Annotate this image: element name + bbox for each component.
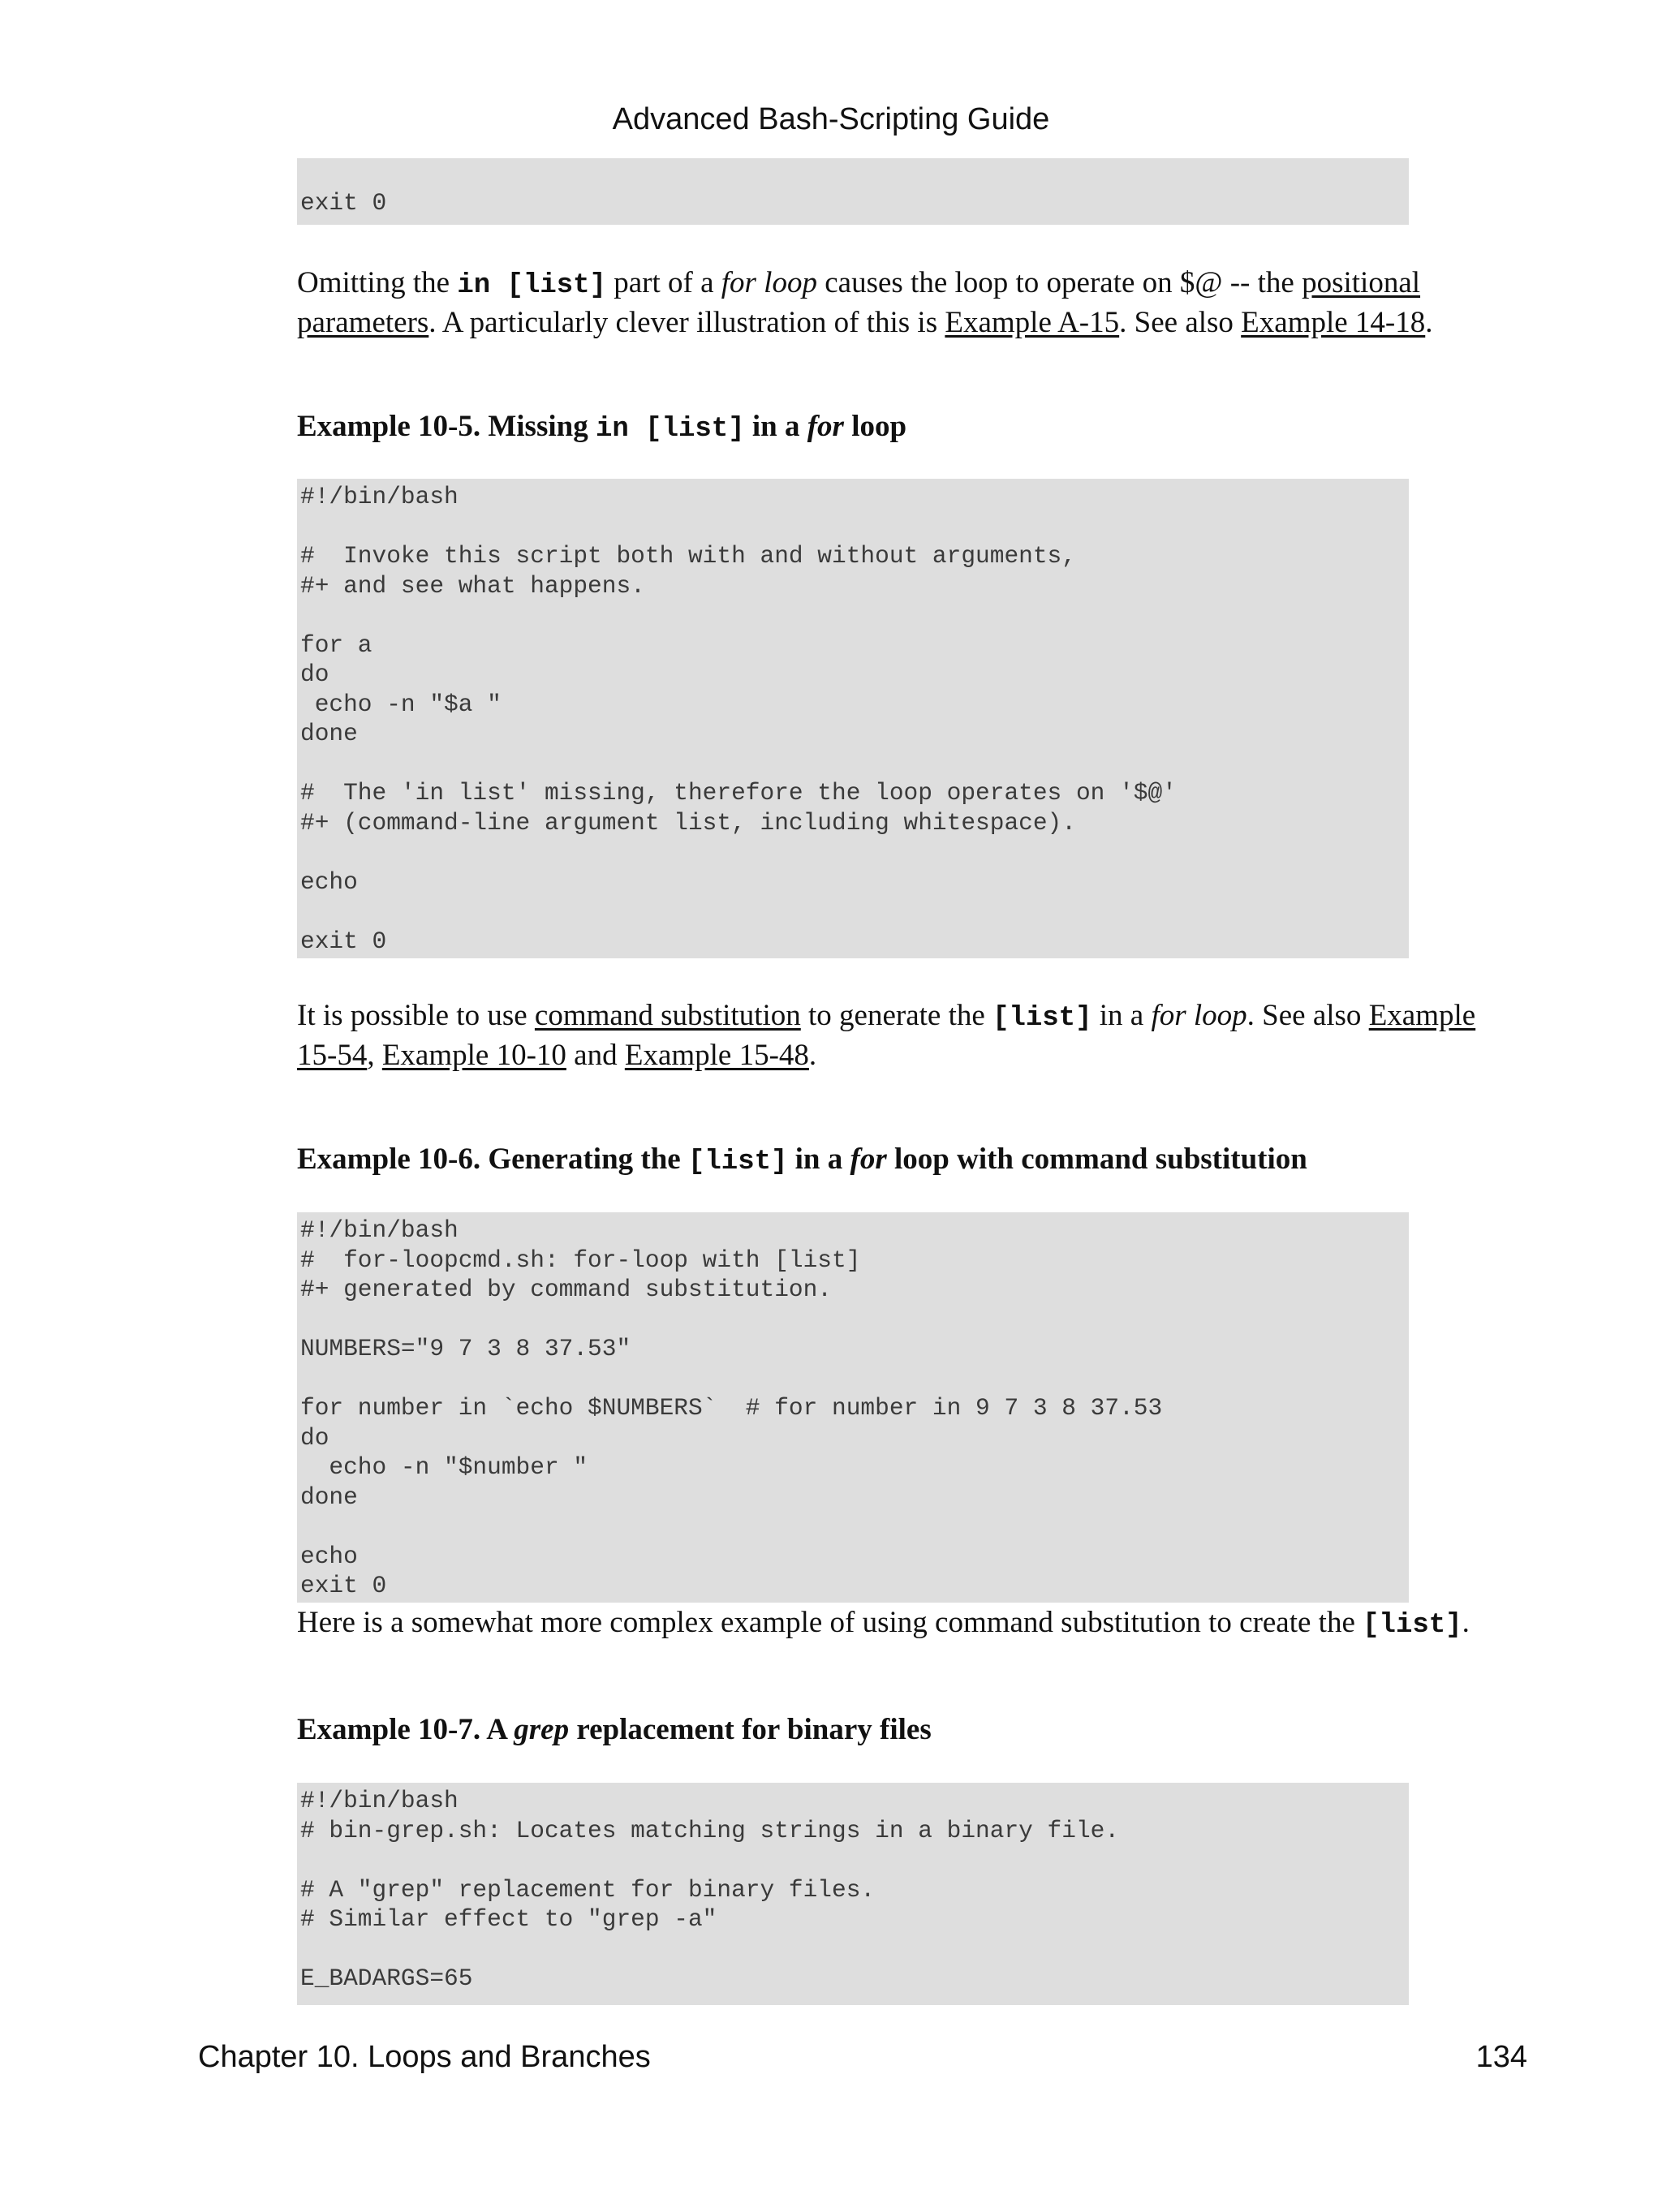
code-block-example-10-6: [297, 1212, 1409, 1603]
code-text: #!/bin/bash # Invoke this script both with and without arguments, #+ and see what happens. for a do echo -n "$a " done # The 'in list' missing, therefore the loop operates on '$@' #+ (command-line argument list, including whitespace). echo exit 0: [300, 483, 1177, 955]
text: in a: [787, 1143, 850, 1176]
link-example-14-18[interactable]: Example 14-18: [1241, 306, 1426, 339]
text: .: [1462, 1606, 1470, 1639]
text: Omitting the: [297, 266, 458, 299]
paragraph-complex-example: [297, 1604, 1514, 1644]
example-10-7-heading: [297, 1711, 1514, 1749]
code-block-example-10-7: [297, 1783, 1409, 2005]
text: replacement for binary files: [569, 1713, 932, 1746]
code-block-example-10-5: [297, 479, 1409, 958]
paragraph-omitting-list: [297, 265, 1514, 341]
paragraph-command-substitution: [297, 997, 1514, 1074]
code-block-exit: [297, 158, 1409, 225]
text: causes the loop to operate on $@ -- the: [816, 266, 1302, 299]
text: ,: [367, 1039, 382, 1072]
example-10-6-heading: [297, 1141, 1514, 1181]
link-example-10-10[interactable]: Example 10-10: [381, 1039, 566, 1072]
text: .: [808, 1039, 817, 1072]
inline-code: in [list]: [457, 270, 606, 301]
emphasis: for: [807, 410, 844, 443]
text: Here is a somewhat more complex example of using command substitution to create the: [297, 1606, 1363, 1639]
link-example-a-15[interactable]: Example A-15: [945, 306, 1120, 339]
emphasis: for: [850, 1143, 887, 1176]
text: to generate the: [800, 999, 993, 1032]
inline-code: [list]: [687, 1147, 788, 1177]
link-positional-parameters[interactable]: positional parameters: [297, 266, 1421, 339]
code-text: exit 0: [300, 188, 387, 217]
running-header: Advanced Bash-Scripting Guide: [612, 102, 1050, 136]
text: loop: [843, 410, 907, 443]
text: . See also: [1246, 999, 1369, 1032]
emphasis: for loop: [1151, 999, 1247, 1032]
text: in a: [744, 410, 807, 443]
text: . See also: [1119, 306, 1242, 339]
code-text: #!/bin/bash # for-loopcmd.sh: for-loop with [list] #+ generated by command substitution. NUMBERS="9 7 3 8 37.53" for number in `echo $NUMBERS` # for number in 9 7 3 8 37.53 do echo -n "$number " done echo exit 0: [300, 1216, 1163, 1599]
inline-code: [list]: [992, 1003, 1092, 1034]
inline-code: [list]: [1363, 1610, 1462, 1641]
text: and: [566, 1039, 625, 1072]
text: in a: [1091, 999, 1152, 1032]
text: . A particularly clever illustration of this is: [428, 306, 945, 339]
link-command-substitution[interactable]: command substitution: [534, 999, 801, 1032]
text: It is possible to use: [297, 999, 535, 1032]
text: Example 10-6. Generating the: [297, 1143, 688, 1176]
footer-chapter: Chapter 10. Loops and Branches: [198, 2040, 651, 2074]
text: loop with command substitution: [886, 1143, 1307, 1176]
text: Example 10-7. A: [297, 1713, 515, 1746]
inline-code: in [list]: [595, 414, 745, 445]
emphasis: grep: [514, 1713, 570, 1746]
footer-page-number: 134: [1475, 2040, 1527, 2074]
emphasis: for loop: [721, 266, 817, 299]
text: part of a: [605, 266, 721, 299]
example-10-5-heading: [297, 408, 1514, 448]
code-text: #!/bin/bash # bin-grep.sh: Locates matching strings in a binary file. # A "grep" replacement for binary files. # Similar effect to "grep -a" E_BADARGS=65: [300, 1787, 1120, 1992]
text: Example 10-5. Missing: [297, 410, 596, 443]
link-example-15-48[interactable]: Example 15-48: [624, 1039, 809, 1072]
link-example-15-54[interactable]: Example 15-54: [297, 999, 1476, 1072]
text: .: [1425, 306, 1433, 339]
